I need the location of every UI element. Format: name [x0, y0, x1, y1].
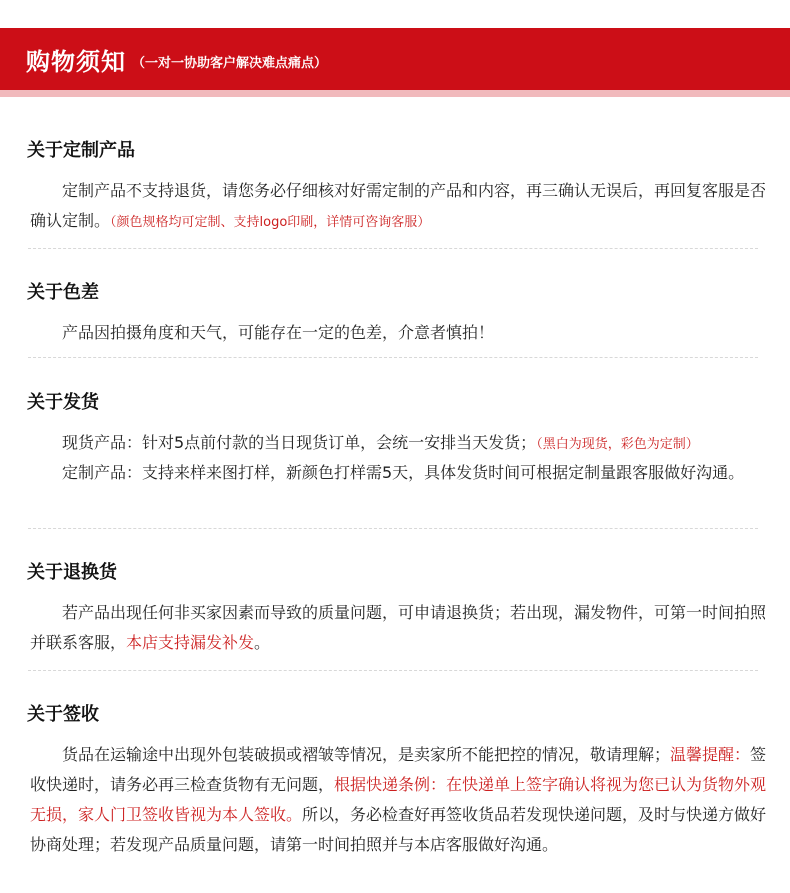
returns-text-end: 。: [254, 633, 271, 652]
header-banner: [0, 28, 790, 90]
shipping-stock-text: 现货产品：针对5点前付款的当日现货订单，会统一安排当天发货；: [62, 433, 537, 452]
page-subtitle: （一对一协助客户解决难点痛点）: [132, 55, 328, 71]
divider: [28, 670, 758, 671]
section-text-receipt: [30, 740, 770, 860]
divider: [28, 248, 758, 249]
shipping-stock-note: （黑白为现货，彩色为定制）: [536, 437, 699, 452]
section-text-shipping-1: [30, 428, 790, 460]
section-text-shipping-2: [30, 458, 770, 488]
section-text-custom-products: [30, 176, 770, 238]
section-text-color-difference: [30, 318, 770, 348]
section-text-returns: [30, 598, 770, 658]
receipt-text-2: 签收快递时，请务必再三检查货物有无问题，: [30, 745, 767, 794]
section-title-custom-products: 关于定制产品: [27, 140, 135, 161]
receipt-courier-rule: 根据快递条例：在快递单上签字确认将视为您已认为货物外观无损，家人门卫签收皆视为本人签收。: [30, 775, 767, 824]
banner-accent-strip: [0, 90, 790, 97]
divider: [28, 357, 758, 358]
custom-products-text: 定制产品不支持退货，请您务必仔细核对好需定制的产品和内容，再三确认无误后，再回复客服是否确认定制。: [30, 181, 767, 230]
color-difference-text: 产品因拍摄角度和天气，可能存在一定的色差，介意者慎拍！: [62, 323, 495, 342]
returns-text: 若产品出现任何非买家因素而导致的质量问题，可申请退换货；若出现，漏发物件，可第一时间拍照并联系客服，: [30, 603, 767, 652]
divider: [28, 528, 758, 529]
receipt-text-3: 所以，务必检查好再签收货品若发现快递问题，及时与快递方做好协商处理；若发现产品质量问题，请第一时间拍照并与本店客服做好沟通。: [30, 805, 767, 854]
shipping-custom-text: 定制产品：支持来样来图打样，新颜色打样需5天，具体发货时间可根据定制量跟客服做好沟通。: [62, 463, 745, 482]
returns-highlight: 本店支持漏发补发: [126, 633, 255, 652]
custom-products-note: （颜色规格均可定制、支持logo印刷，详情可咨询客服）: [110, 215, 431, 230]
receipt-text-1: 货品在运输途中出现外包装破损或褶皱等情况，是卖家所不能把控的情况，敬请理解；: [62, 745, 671, 764]
section-title-color-difference: 关于色差: [27, 282, 99, 303]
section-title-shipping: 关于发货: [27, 392, 99, 413]
page-title: 购物须知: [26, 47, 126, 76]
receipt-reminder-label: 温馨提醒：: [670, 745, 751, 764]
section-title-receipt: 关于签收: [27, 704, 99, 725]
section-title-returns: 关于退换货: [27, 562, 117, 583]
